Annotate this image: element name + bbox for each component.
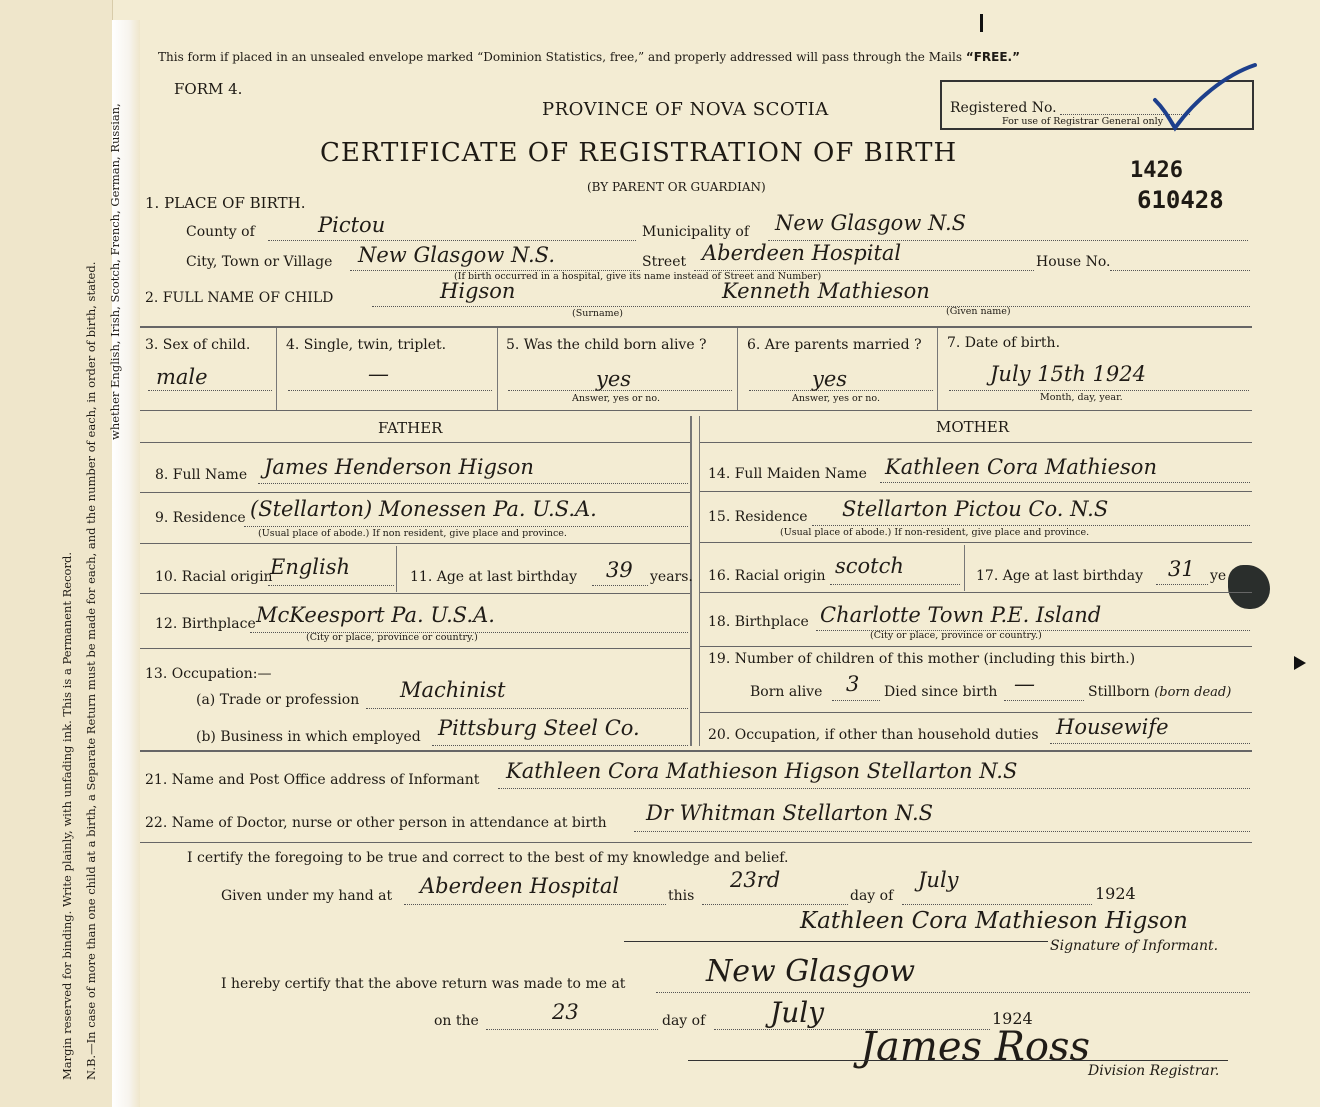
mother-occupation-label: 20. Occupation, if other than household duties	[708, 727, 1039, 743]
municipality-value: New Glasgow N.S	[775, 211, 967, 235]
father-occupation-label: 13. Occupation:—	[145, 666, 272, 682]
died-since-birth-value: —	[1014, 672, 1035, 696]
registrar-year-value: 1924	[992, 1009, 1033, 1028]
father-name-value: James Henderson Higson	[264, 455, 534, 479]
date-of-birth-label: 7. Date of birth.	[947, 335, 1061, 351]
registrar-day-of-label: day of	[662, 1013, 706, 1029]
mother-residence-value: Stellarton Pictou Co. N.S	[842, 497, 1109, 521]
father-heading: FATHER	[378, 419, 443, 437]
given-month-value: July	[918, 868, 959, 892]
father-business-value: Pittsburg Steel Co.	[438, 716, 640, 740]
parents-married-label: 6. Are parents married ?	[747, 337, 922, 353]
mail-notice-free: “FREE.”	[965, 50, 1020, 64]
mother-children-label: 19. Number of children of this mother (including this birth.)	[708, 651, 1136, 667]
mother-age-unit: ye	[1210, 568, 1227, 584]
surname-caption: (Surname)	[572, 308, 623, 319]
registrar-caption: Division Registrar.	[1088, 1063, 1220, 1079]
mother-heading: MOTHER	[936, 418, 1009, 436]
father-racial-value: English	[270, 555, 351, 579]
sex-value: male	[156, 365, 208, 389]
registered-note: For use of Registrar General only	[1002, 116, 1164, 127]
born-alive-value: yes	[596, 367, 632, 391]
given-place-value: Aberdeen Hospital	[420, 874, 620, 898]
born-alive-label: 5. Was the child born alive ?	[506, 337, 707, 353]
father-racial-label: 10. Racial origin	[155, 569, 273, 585]
given-under-label: Given under my hand at	[221, 888, 393, 904]
mother-birthplace-value: Charlotte Town P.E. Island	[820, 603, 1102, 627]
registrar-day-value: 23	[552, 1000, 579, 1024]
father-age-value: 39	[606, 558, 633, 582]
born-alive-caption: Answer, yes or no.	[572, 393, 661, 404]
father-residence-label: 9. Residence	[155, 510, 246, 526]
stamp-number-2: 610428	[1137, 186, 1224, 214]
registrar-statement: I hereby certify that the above return was made to me at	[221, 976, 626, 992]
father-name-label: 8. Full Name	[155, 467, 248, 483]
informant-label: 21. Name and Post Office address of Informant	[145, 772, 480, 788]
father-business-label: (b) Business in which employed	[196, 729, 421, 745]
given-day-of-label: day of	[850, 888, 894, 904]
stamp-number-1: 1426	[1130, 158, 1183, 183]
father-birthplace-value: McKeesport Pa. U.S.A.	[256, 603, 495, 627]
pin-mark	[980, 14, 983, 32]
street-value: Aberdeen Hospital	[702, 241, 902, 265]
registrar-signature: James Ross	[860, 1024, 1090, 1070]
margin-line-1: Margin reserved for binding. Write plainly, with unfading ink. This is a Permanent Record.	[60, 552, 74, 1080]
mail-notice	[158, 50, 1020, 64]
mother-age-value: 31	[1168, 557, 1195, 581]
house-number-label: House No.	[1036, 254, 1111, 270]
doctor-label: 22. Name of Doctor, nurse or other person in attendance at birth	[145, 815, 607, 831]
form-number: FORM 4.	[174, 80, 243, 98]
mother-name-label: 14. Full Maiden Name	[708, 466, 867, 482]
municipality-label: Municipality of	[642, 224, 750, 240]
father-residence-caption: (Usual place of abode.) If non resident, give place and province.	[258, 528, 567, 539]
place-of-birth-label: 1. PLACE OF BIRTH.	[145, 194, 306, 212]
margin-line-2: N.B.—In case of more than one child at a birth, a Separate Return must be made for each, and the number of each, in order of birth, stated.	[84, 261, 98, 1080]
mother-birthplace-caption: (City or place, province or country.)	[870, 630, 1042, 641]
mother-occupation-value: Housewife	[1056, 715, 1169, 739]
plurality-label: 4. Single, twin, triplet.	[286, 337, 447, 353]
page-title: CERTIFICATE OF REGISTRATION OF BIRTH	[320, 138, 958, 168]
informant-signature: Kathleen Cora Mathieson Higson	[800, 908, 1188, 934]
on-the-label: on the	[434, 1013, 479, 1029]
parents-married-caption: Answer, yes or no.	[792, 393, 881, 404]
father-age-unit: years.	[650, 569, 693, 585]
informant-value: Kathleen Cora Mathieson Higson Stellarton N.S	[506, 759, 1018, 783]
father-trade-label: (a) Trade or profession	[196, 692, 360, 708]
mother-name-value: Kathleen Cora Mathieson	[885, 455, 1157, 479]
registrar-month-value: July	[770, 996, 825, 1029]
mother-racial-label: 16. Racial origin	[708, 568, 826, 584]
mother-birthplace-label: 18. Birthplace	[708, 614, 809, 630]
father-trade-value: Machinist	[400, 678, 506, 702]
mother-age-label: 17. Age at last birthday	[976, 568, 1144, 584]
mail-notice-text: This form if placed in an unsealed envelope marked “Dominion Statistics, free,” and properly addressed will pass through the Mails	[158, 50, 962, 64]
page-subtitle: (BY PARENT OR GUARDIAN)	[587, 180, 766, 194]
child-surname-value: Higson	[440, 279, 516, 303]
given-name-caption: (Given name)	[946, 306, 1011, 317]
county-value: Pictou	[318, 213, 386, 237]
registered-label: Registered No.	[950, 100, 1057, 116]
city-label: City, Town or Village	[186, 254, 333, 270]
born-alive-count-label: Born alive	[750, 684, 823, 700]
stillborn-label-text: Stillborn	[1088, 684, 1150, 700]
street-label: Street	[642, 254, 687, 270]
county-label: County of	[186, 224, 255, 240]
parents-married-value: yes	[812, 367, 848, 391]
date-of-birth-value: July 15th 1924	[990, 362, 1147, 386]
city-value: New Glasgow N.S.	[358, 243, 555, 267]
stillborn-note: (born dead)	[1154, 685, 1232, 700]
plurality-value: —	[368, 362, 389, 386]
mother-residence-label: 15. Residence	[708, 509, 808, 525]
child-given-name-value: Kenneth Mathieson	[722, 279, 930, 303]
margin-instructions	[55, 20, 127, 1080]
child-name-label: 2. FULL NAME OF CHILD	[145, 290, 334, 306]
informant-signature-caption: Signature of Informant.	[1050, 938, 1219, 954]
father-birthplace-label: 12. Birthplace	[155, 616, 256, 632]
arrow-mark-icon	[1292, 654, 1308, 672]
doctor-value: Dr Whitman Stellarton N.S	[646, 801, 934, 825]
father-age-label: 11. Age at last birthday	[410, 569, 578, 585]
this-label: this	[668, 888, 695, 904]
certification-statement: I certify the foregoing to be true and correct to the best of my knowledge and belief.	[187, 850, 789, 866]
sex-label: 3. Sex of child.	[145, 337, 251, 353]
stillborn-label	[1088, 684, 1231, 700]
ink-blot	[1228, 565, 1270, 609]
born-alive-count-value: 3	[846, 672, 860, 696]
given-day-value: 23rd	[730, 868, 781, 892]
province-heading: PROVINCE OF NOVA SCOTIA	[542, 99, 829, 120]
father-residence-value: (Stellarton) Monessen Pa. U.S.A.	[250, 497, 597, 521]
registrar-place-value: New Glasgow	[706, 954, 916, 989]
mother-residence-caption: (Usual place of abode.) If non-resident, give place and province.	[780, 527, 1090, 538]
father-birthplace-caption: (City or place, province or country.)	[306, 632, 478, 643]
given-year-value: 1924	[1095, 884, 1136, 903]
died-since-birth-label: Died since birth	[884, 684, 998, 700]
hospital-note: (If birth occurred in a hospital, give its name instead of Street and Number)	[454, 271, 822, 282]
check-mark-icon	[1150, 60, 1260, 140]
mother-racial-value: scotch	[835, 554, 904, 578]
margin-line-3: whether English, Irish, Scotch, French, German, Russian,	[108, 103, 122, 440]
date-of-birth-caption: Month, day, year.	[1040, 392, 1123, 403]
